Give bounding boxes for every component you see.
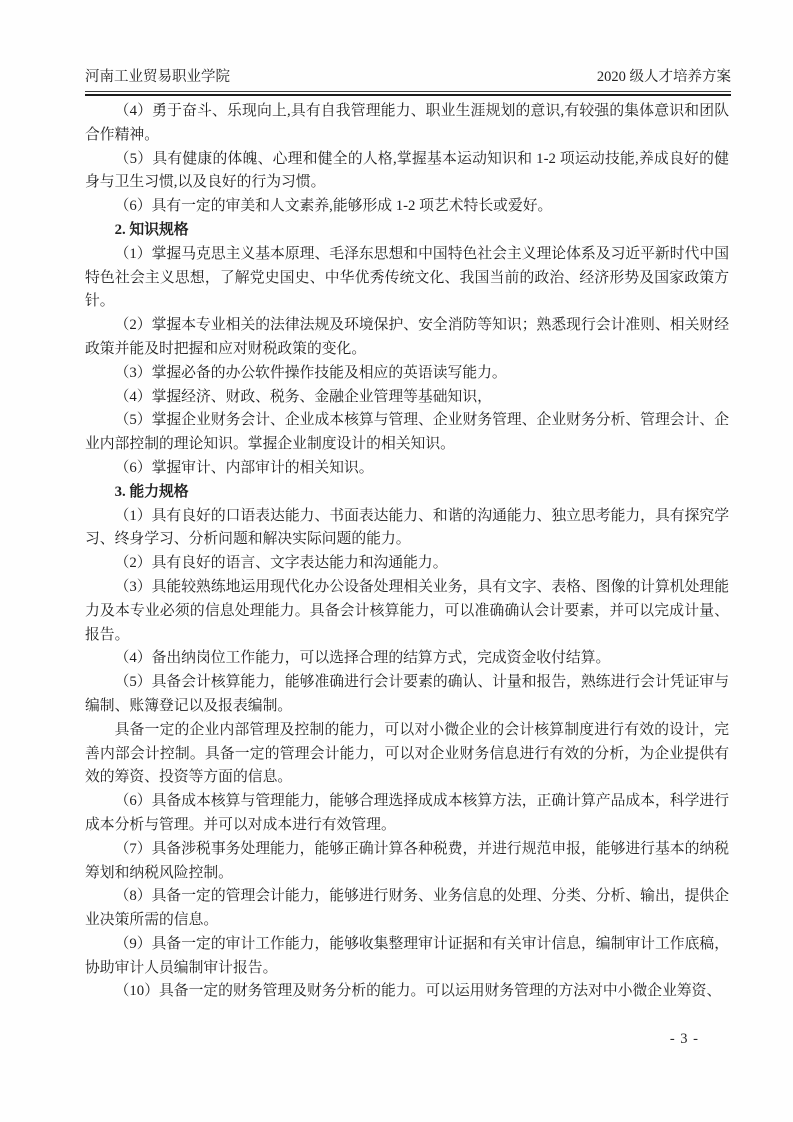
paragraph-knowledge-3: （3）掌握必备的办公软件操作技能及相应的英语读写能力。 (114, 364, 507, 381)
document-body (85, 100, 729, 1004)
paragraph-ability-1: （1）具有良好的口语表达能力、书面表达能力、和谐的沟通能力、独立思考能力，具有探究学习、终身学习、分析问题和解决实际问题的能力。 (85, 507, 729, 548)
paragraph-knowledge-5: （5）掌握企业财务会计、企业成本核算与管理、企业财务管理、企业财务分析、管理会计、企业内部控制的理论知识。掌握企业制度设计的相关知识。 (85, 412, 729, 453)
header-rule (85, 91, 731, 96)
paragraph-ability-2: （2）具有良好的语言、文字表达能力和沟通能力。 (114, 555, 448, 572)
paragraph-knowledge-2: （2）掌握本专业相关的法律法规及环境保护、安全消防等知识；熟悉现行会计准则、相关财经政策并能及时把握和应对财税政策的变化。 (85, 317, 729, 357)
paragraph-ability-9: （9）具备一定的审计工作能力，能够收集整理审计证据和有关审计信息，编制审计工作底稿，协助审计人员编制审计报告。 (85, 935, 729, 976)
page-footer (85, 1031, 729, 1048)
paragraph-moral-4: （4）勇于奋斗、乐现向上,具有自我管理能力、职业生涯规划的意识,有较强的集体意识和团队合作精神。 (85, 103, 729, 143)
section-heading-ability: 3. 能力规格 (114, 483, 189, 500)
paragraph-ability-internal-control: 具备一定的企业内部管理及控制的能力，可以对小微企业的会计核算制度进行有效的设计，完善内部会计控制。具备一定的管理会计能力，可以对企业财务信息进行有效的分析，为企业提供有效的筹资、投资等方面的信息。 (85, 721, 729, 786)
section-heading-knowledge: 2. 知识规格 (114, 221, 189, 238)
paragraph-ability-7: （7）具备涉税事务处理能力，能够正确计算各种税费，并进行规范申报，能够进行基本的纳税筹划和纳税风险控制。 (85, 840, 729, 881)
paragraph-ability-6: （6）具备成本核算与管理能力，能够合理选择成成本核算方法，正确计算产品成本，科学进行成本分析与管理。并可以对成本进行有效管理。 (85, 793, 729, 833)
paragraph-moral-6: （6）具有一定的审美和人文素养,能够形成 1-2 项艺术特长或爱好。 (114, 198, 553, 215)
page-number: - 3 - (669, 1031, 699, 1047)
paragraph-knowledge-6: （6）掌握审计、内部审计的相关知识。 (114, 459, 374, 476)
paragraph-knowledge-4: （4）掌握经济、财政、税务、金融企业管理等基础知识， (114, 388, 492, 405)
header-plan-title: 2020 级人才培养方案 (596, 69, 731, 85)
paragraph-ability-4: （4）备出纳岗位工作能力，可以选择合理的结算方式，完成资金收付结算。 (114, 650, 611, 667)
page-header (85, 68, 731, 86)
paragraph-moral-5: （5）具有健康的体魄、心理和健全的人格,掌握基本运动知识和 1-2 项运动技能,养成良好的健身与卫生习惯,以及良好的行为习惯。 (85, 150, 729, 191)
paragraph-ability-5: （5）具备会计核算能力，能够准确进行会计要素的确认、计量和报告，熟练进行会计凭证审与编制、账簿登记以及报表编制。 (85, 674, 729, 714)
paragraph-ability-8: （8）具备一定的管理会计能力，能够进行财务、业务信息的处理、分类、分析、输出，提供企业决策所需的信息。 (85, 888, 729, 929)
paragraph-ability-10: （10）具备一定的财务管理及财务分析的能力。可以运用财务管理的方法对中小微企业筹资、 (114, 983, 722, 1000)
paragraph-ability-3: （3）具能较熟练地运用现代化办公设备处理相关业务，具有文字、表格、图像的计算机处理能力及本专业必须的信息处理能力。具备会计核算能力，可以准确确认会计要素，并可以完成计量、报告。 (85, 578, 729, 643)
header-school-name: 河南工业贸易职业学院 (85, 69, 230, 85)
paragraph-knowledge-1: （1）掌握马克思主义基本原理、毛泽东思想和中国特色社会主义理论体系及习近平新时代中国特色社会主义思想，了解党史国史、中华优秀传统文化、我国当前的政治、经济形势及国家政策方针。 (85, 245, 729, 310)
